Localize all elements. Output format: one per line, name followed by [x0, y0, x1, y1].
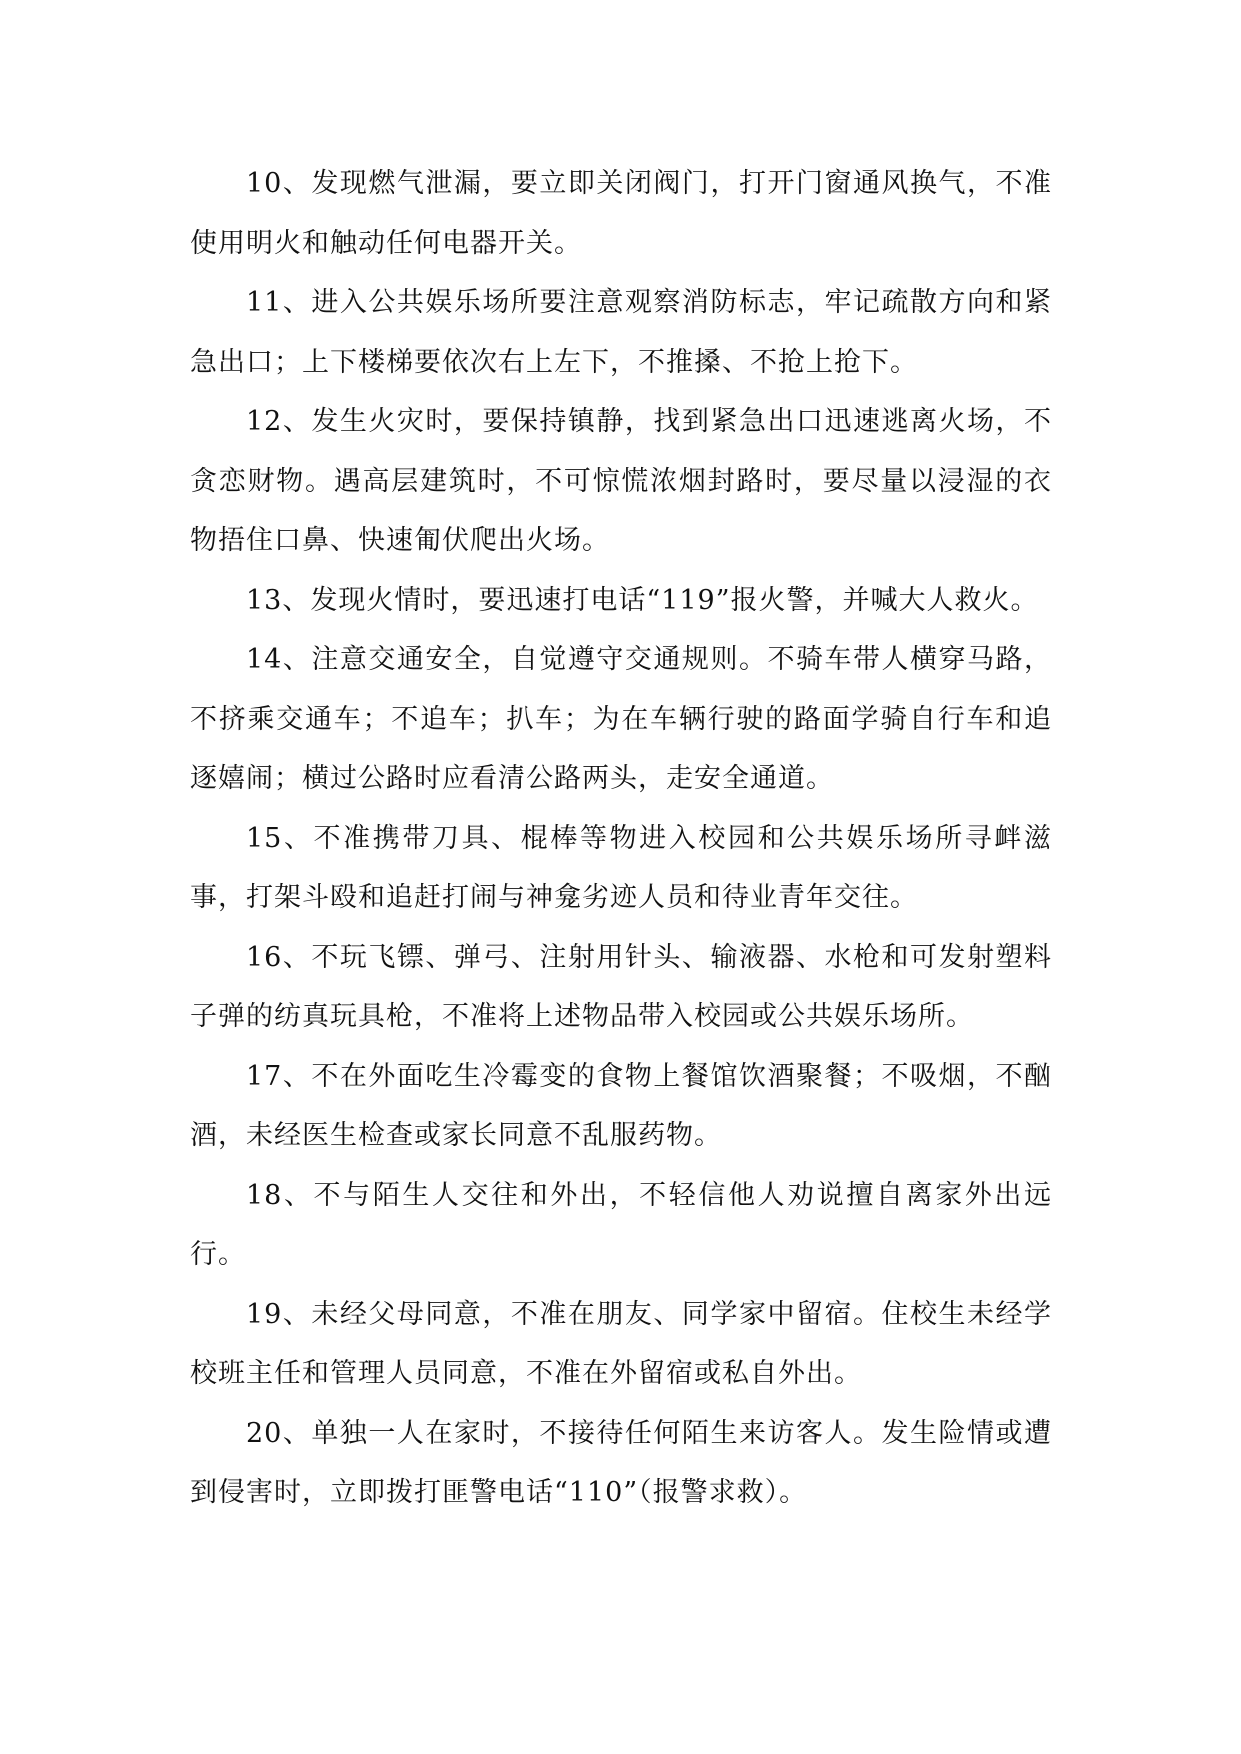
- rule-item-20: 20、单独一人在家时，不接待任何陌生来访客人。发生险情或遭到侵害时，立即拨打匪警电话“110”（报警求救）。: [190, 1417, 1052, 1508]
- rule-item-15: 15、不准携带刀具、棍棒等物进入校园和公共娱乐场所寻衅滋事，打架斗殴和追赶打闹与神龛劣迹人员和待业青年交往。: [190, 822, 1052, 913]
- document-body: [190, 154, 1052, 1523]
- rule-item-18: 18、不与陌生人交往和外出，不轻信他人劝说擅自离家外出远行。: [190, 1179, 1052, 1270]
- rule-item-11: 11、进入公共娱乐场所要注意观察消防标志，牢记疏散方向和紧急出口；上下楼梯要依次右上左下，不推搡、不抢上抢下。: [190, 287, 1052, 378]
- rule-item-12: 12、发生火灾时，要保持镇静，找到紧急出口迅速逃离火场，不贪恋财物。遇高层建筑时，不可惊慌浓烟封路时，要尽量以浸湿的衣物捂住口鼻、快速匍伏爬出火场。: [190, 406, 1052, 556]
- rule-item-10: 10、发现燃气泄漏，要立即关闭阀门，打开门窗通风换气，不准使用明火和触动任何电器开关。: [190, 168, 1052, 259]
- rule-item-17: 17、不在外面吃生冷霉变的食物上餐馆饮酒聚餐；不吸烟，不酗酒，未经医生检查或家长同意不乱服药物。: [190, 1060, 1052, 1151]
- rule-item-13: 13、发现火情时，要迅速打电话“119”报火警，并喊大人救火。: [246, 584, 1039, 616]
- rule-item-16: 16、不玩飞镖、弹弓、注射用针头、输液器、水枪和可发射塑料子弹的纺真玩具枪，不准将上述物品带入校园或公共娱乐场所。: [190, 941, 1052, 1032]
- rule-item-19: 19、未经父母同意，不准在朋友、同学家中留宿。住校生未经学校班主任和管理人员同意，不准在外留宿或私自外出。: [190, 1298, 1052, 1389]
- rule-item-14: 14、注意交通安全，自觉遵守交通规则。不骑车带人横穿马路，不挤乘交通车；不追车；扒车；为在车辆行驶的路面学骑自行车和追逐嬉闹；横过公路时应看清公路两头，走安全通道。: [190, 644, 1052, 794]
